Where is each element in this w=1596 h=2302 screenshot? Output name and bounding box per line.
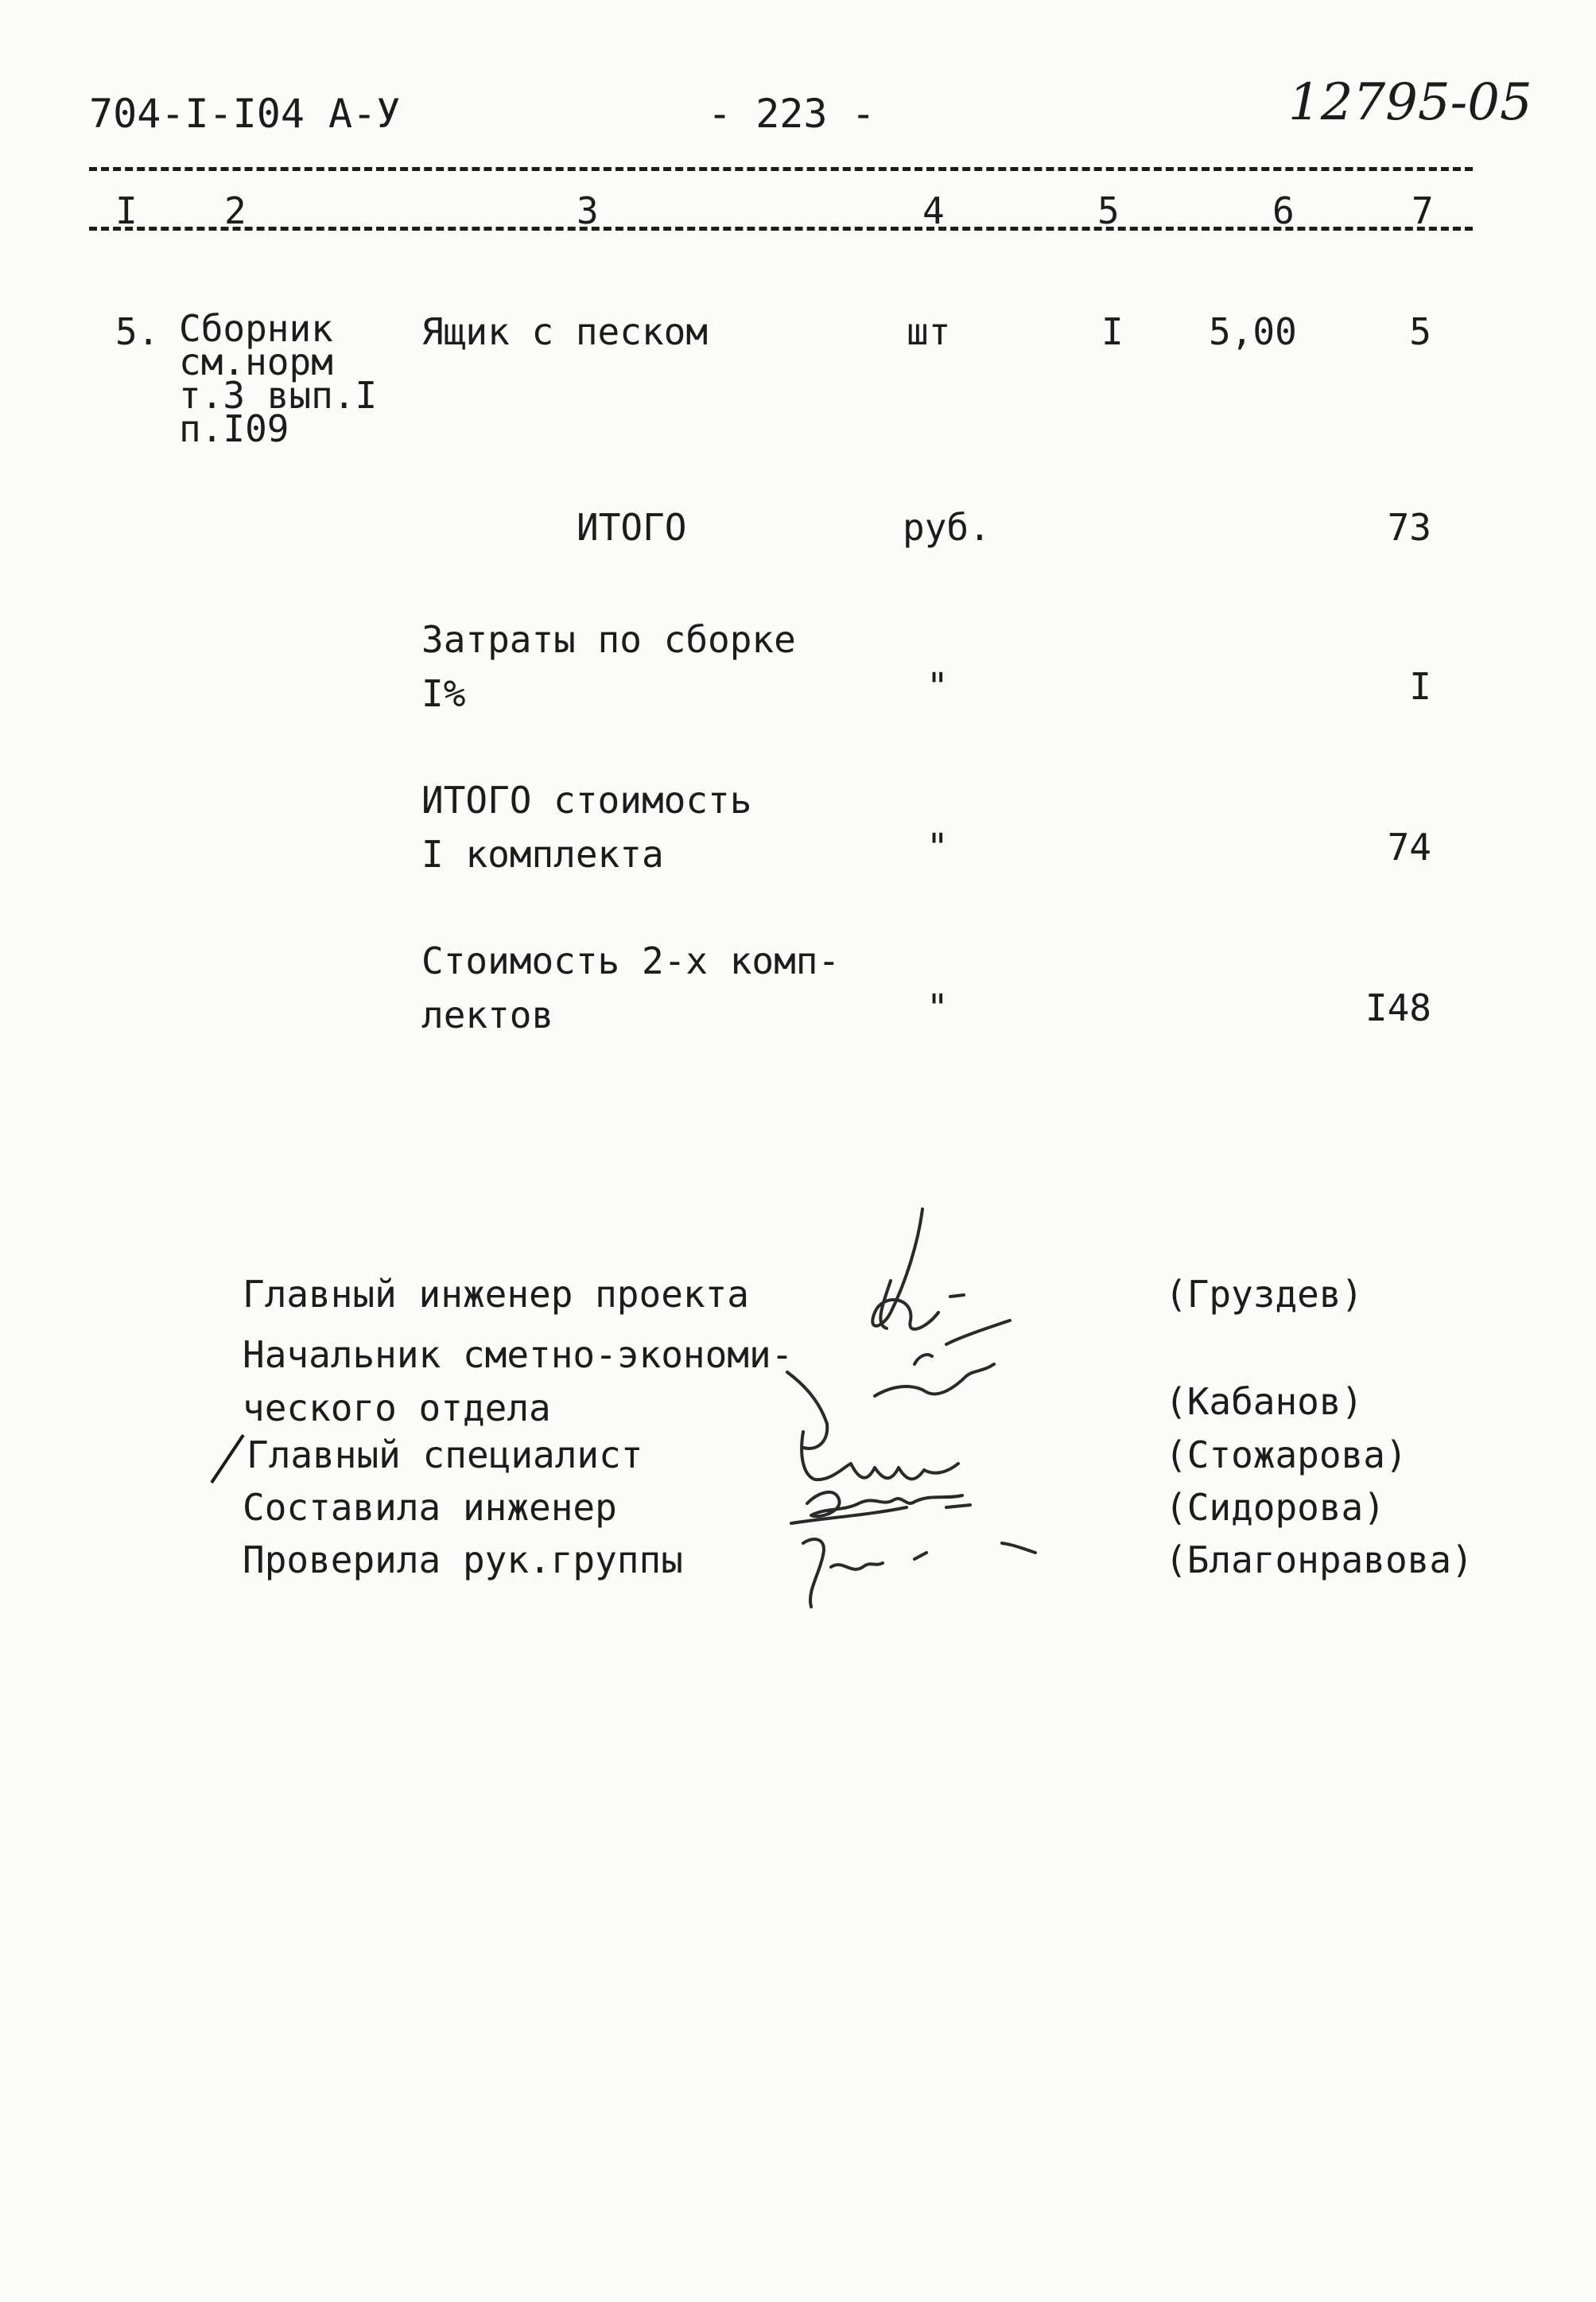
summary-label: Стоимость 2-х комп- лектов: [421, 939, 841, 1036]
summary-unit: ": [926, 826, 949, 869]
column-2-number: 2: [224, 189, 247, 232]
signatory-position: Составила инженер: [243, 1486, 617, 1529]
summary-unit: руб.: [903, 506, 991, 549]
signatory-position: Главный инженер проекта: [243, 1273, 749, 1316]
signatory-position: Начальник сметно-экономи- ческого отдела: [243, 1333, 794, 1429]
summary-value: I48: [1365, 986, 1431, 1029]
summary-value: 74: [1387, 826, 1431, 869]
summary-label: Затраты по сборке I%: [421, 618, 796, 715]
signatory-name: (Кабанов): [1165, 1380, 1364, 1423]
row-unit: шт: [907, 310, 951, 353]
summary-unit: ": [926, 665, 949, 708]
column-7-number: 7: [1412, 189, 1434, 232]
summary-value: I: [1409, 665, 1431, 708]
summary-unit: ": [926, 986, 949, 1029]
column-6-number: 6: [1272, 189, 1295, 232]
document-code: 704-I-I04 А-У: [89, 91, 401, 137]
column-5-number: 5: [1097, 189, 1120, 232]
row-quantity: I: [1101, 310, 1124, 353]
column-4-number: 4: [922, 189, 945, 232]
row-price: 5,00: [1209, 310, 1297, 353]
page-number: - 223 -: [708, 91, 876, 137]
signatory-name: (Груздев): [1165, 1273, 1364, 1316]
summary-label: ИТОГО: [577, 506, 687, 549]
summary-value: 73: [1387, 506, 1431, 549]
row-name: Ящик с песком: [421, 310, 709, 353]
row-number: 5.: [115, 310, 160, 353]
column-3-number: 3: [577, 189, 599, 232]
stamp-number: 12795-05: [1288, 73, 1532, 132]
header-rule-top: [89, 167, 1473, 171]
header-rule-bottom: [89, 227, 1473, 231]
handwritten-signatures-image: [755, 1193, 1105, 1623]
signatory-name: (Благонравова): [1165, 1538, 1474, 1581]
row-source: Сборник см.норм т.3 вып.I п.I09: [179, 307, 378, 450]
signatory-position: Главный специалист: [247, 1433, 643, 1476]
check-mark: [208, 1432, 248, 1487]
signatory-position: Проверила рук.группы: [243, 1538, 683, 1581]
signatory-name: (Стожарова): [1165, 1433, 1408, 1476]
summary-label: ИТОГО стоимость I комплекта: [421, 779, 752, 876]
row-total: 5: [1409, 310, 1431, 353]
signatory-name: (Сидорова): [1165, 1486, 1385, 1529]
column-1-number: I: [115, 189, 138, 232]
